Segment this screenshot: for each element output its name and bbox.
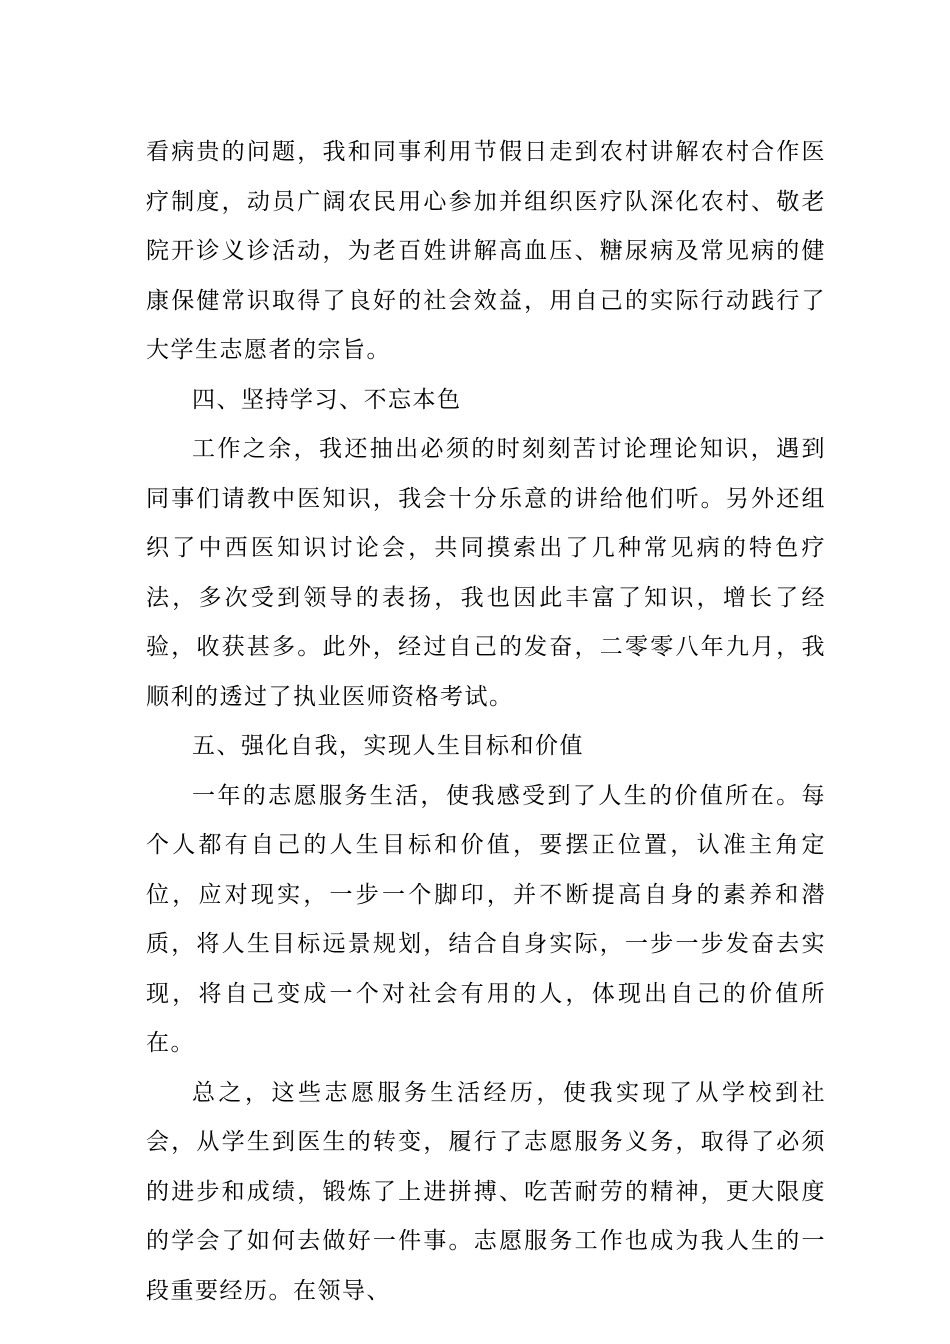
section-heading-four: 四、坚持学习、不忘本色 <box>192 386 462 413</box>
section-heading-five: 五、强化自我，实现人生目标和价值 <box>192 733 584 759</box>
paragraph-continuation: 看病贵的问题，我和同事利用节假日走到农村讲解农村合作医疗制度，动员广阔农民用心参加并组织医疗队深化农村、敬老院开诊义诊活动，为老百姓讲解高血压、糖尿病及常见病的健康保健常识取得了良好的社会效益，用自己的实际行动践行了大学生志愿者的宗旨。 <box>146 139 826 363</box>
paragraph-summary: 总之，这些志愿服务生活经历，使我实现了从学校到社会，从学生到医生的转变，履行了志愿服务义务，取得了必须的进步和成绩，锻炼了上进拼搏、吃苦耐劳的精神，更大限度的学会了如何去做好一件事。志愿服务工作也成为我人生的一段重要经历。在领导、 <box>146 1079 826 1304</box>
paragraph-goals: 一年的志愿服务生活，使我感受到了人生的价值所在。每个人都有自己的人生目标和价值，要摆正位置，认准主角定位，应对现实，一步一个脚印，并不断提高自身的素养和潜质，将人生目标远景规划，结合自身实际，一步一步发奋去实现，将自己变成一个对社会有用的人，体现出自己的价值所在。 <box>146 782 826 1056</box>
document-body <box>146 128 826 1316</box>
paragraph-study: 工作之余，我还抽出必须的时刻刻苦讨论理论知识，遇到同事们请教中医知识，我会十分乐意的讲给他们听。另外还组织了中西医知识讨论会，共同摸索出了几种常见病的特色疗法，多次受到领导的表扬，我也因此丰富了知识，增长了经验，收获甚多。此外，经过自己的发奋，二零零八年九月，我顺利的透过了执业医师资格考试。 <box>146 436 826 710</box>
